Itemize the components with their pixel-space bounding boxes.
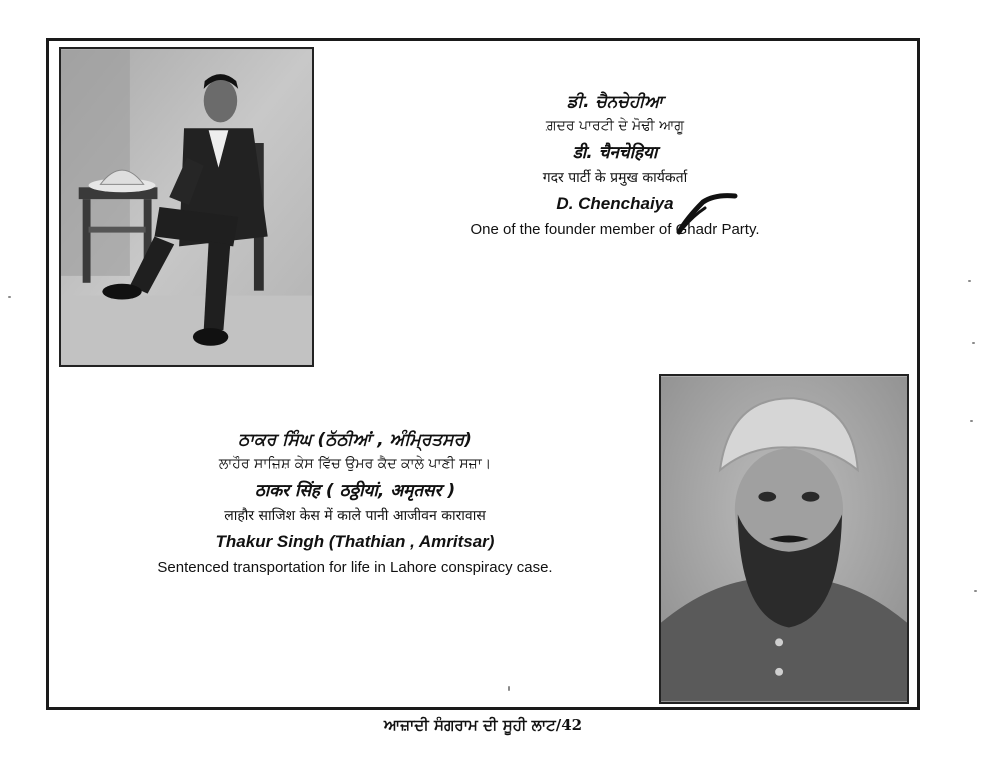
hindi-name: ठाकर सिंह ( ठठ्ठीयां, अमृतसर ): [254, 481, 456, 502]
punjabi-description: ਲਾਹੌਰ ਸਾਜ਼ਿਸ਼ ਕੇਸ ਵਿੱਚ ਉਮਰ ਕੈਦ ਕਾਲੇ ਪਾਣੀ ਸਜ਼ਾ।: [218, 456, 492, 473]
punjabi-name: ਠਾਕਰ ਸਿੰਘ (ਠੱਠੀਆਂ , ਅੰਮ੍ਰਿਤਸਰ): [238, 430, 472, 450]
punjabi-description: ਗ਼ਦਰ ਪਾਰਟੀ ਦੇ ਮੋਢੀ ਆਗੂ: [545, 118, 685, 135]
pen-stroke-mark: [675, 188, 745, 238]
caption-thakur-singh: [110, 430, 600, 577]
english-name: Thakur Singh (Thathian , Amritsar): [215, 532, 495, 552]
scan-speck: [8, 296, 11, 298]
portrait-photo-thakur-singh: [659, 374, 909, 704]
scan-speck: [970, 420, 973, 422]
portrait-photo-chenchaiya: [59, 47, 314, 367]
caption-chenchaiya: [420, 92, 810, 239]
scan-speck: [508, 686, 510, 691]
english-description: One of the founder member of Ghadr Party.: [470, 220, 760, 238]
scan-speck: [974, 590, 977, 592]
page-footer: ਆਜ਼ਾਦੀ ਸੰਗਰਾਮ ਦੀ ਸੂਹੀ ਲਾਟ/42: [383, 716, 583, 734]
punjabi-name: ਡੀ. ਚੈਨਚੇਹੀਆ: [566, 92, 664, 112]
hindi-name: डी. चैनचेहिया: [572, 143, 658, 164]
english-description: Sentenced transportation for life in Lahore conspiracy case.: [157, 558, 553, 576]
scan-speck: [972, 342, 975, 344]
english-name: D. Chenchaiya: [556, 194, 674, 214]
hindi-description: गदर पार्टी के प्रमुख कार्यकर्ता: [542, 169, 688, 186]
scan-speck: [968, 280, 971, 282]
hindi-description: लाहौर साजिश केस में काले पानी आजीवन कारावास: [224, 507, 486, 524]
